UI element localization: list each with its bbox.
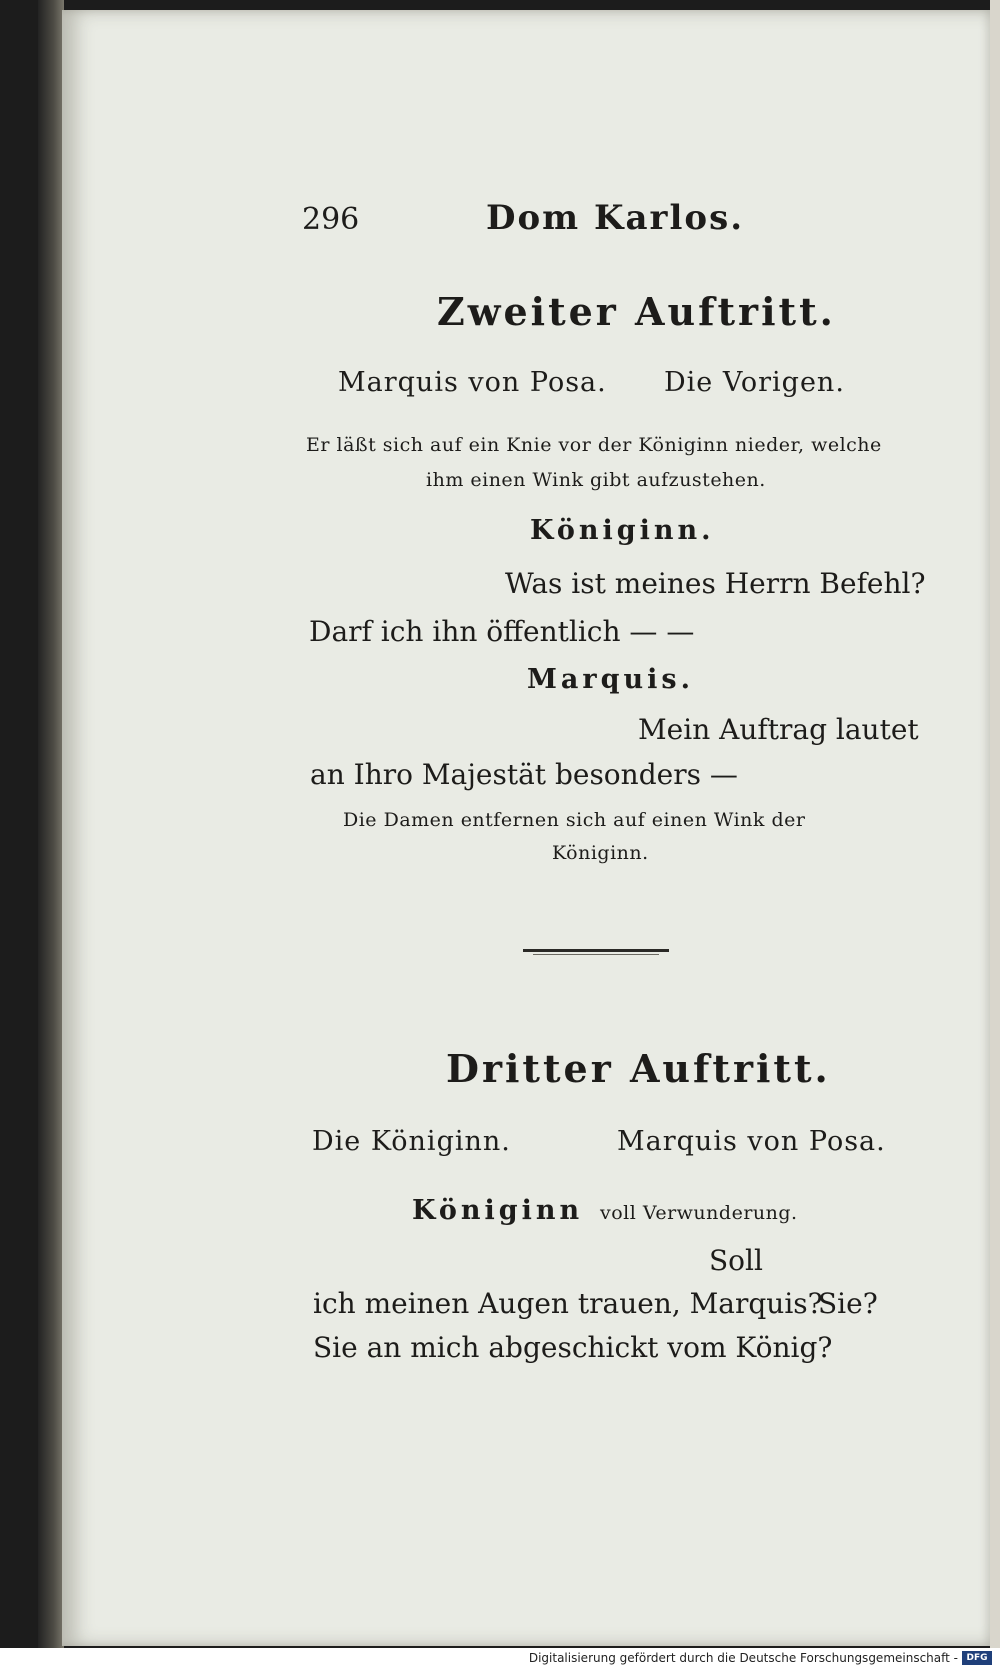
stage-direction-line: Die Damen entfernen sich auf einen Wink der bbox=[343, 809, 806, 831]
footer-bar bbox=[0, 1648, 1000, 1670]
page-right-edge bbox=[990, 0, 1000, 1648]
verse-line: Mein Auftrag lautet bbox=[638, 713, 919, 746]
verse-line: an Ihro Majestät besonders — bbox=[310, 758, 738, 791]
scene3-persons-left: Die Königinn. bbox=[312, 1126, 511, 1157]
verse-line: Was ist meines Herrn Befehl? bbox=[505, 567, 926, 600]
footer-credit: Digitalisierung gefördert durch die Deutsche Forschungsgemeinschaft - bbox=[528, 1651, 958, 1665]
scene2-persons-left: Marquis von Posa. bbox=[338, 367, 607, 398]
speaker-koeniginn: Königinn. bbox=[530, 515, 715, 546]
speaker-koeniginn: Königinn bbox=[412, 1195, 584, 1226]
verse-line: Sie an mich abgeschickt vom König? bbox=[313, 1331, 833, 1364]
speaker-marquis: Marquis. bbox=[527, 664, 694, 695]
book-binding-edge bbox=[38, 0, 64, 1648]
scene-title-zweiter: Zweiter Auftritt. bbox=[437, 289, 836, 334]
stage-direction-line: Er läßt sich auf ein Knie vor der Königinn nieder, welche bbox=[306, 434, 882, 456]
stage-direction-line: Königinn. bbox=[552, 842, 649, 864]
verse-line: Darf ich ihn öffentlich — — bbox=[309, 615, 695, 648]
running-title: Dom Karlos. bbox=[486, 198, 745, 238]
dfg-logo: DFG bbox=[962, 1651, 992, 1665]
scene3-persons-right: Marquis von Posa. bbox=[617, 1126, 886, 1157]
stage-direction-line: ihm einen Wink gibt aufzustehen. bbox=[426, 469, 766, 491]
scene-title-dritter: Dritter Auftritt. bbox=[446, 1046, 831, 1091]
page-number: 296 bbox=[302, 202, 360, 237]
verse-line: ich meinen Augen trauen, Marquis? bbox=[313, 1287, 823, 1320]
speaker-direction: voll Verwunderung. bbox=[600, 1202, 798, 1224]
scene2-persons-right: Die Vorigen. bbox=[664, 367, 845, 398]
verse-line: Soll bbox=[709, 1244, 763, 1277]
verse-line: Sie? bbox=[818, 1287, 878, 1320]
section-divider bbox=[523, 949, 669, 952]
